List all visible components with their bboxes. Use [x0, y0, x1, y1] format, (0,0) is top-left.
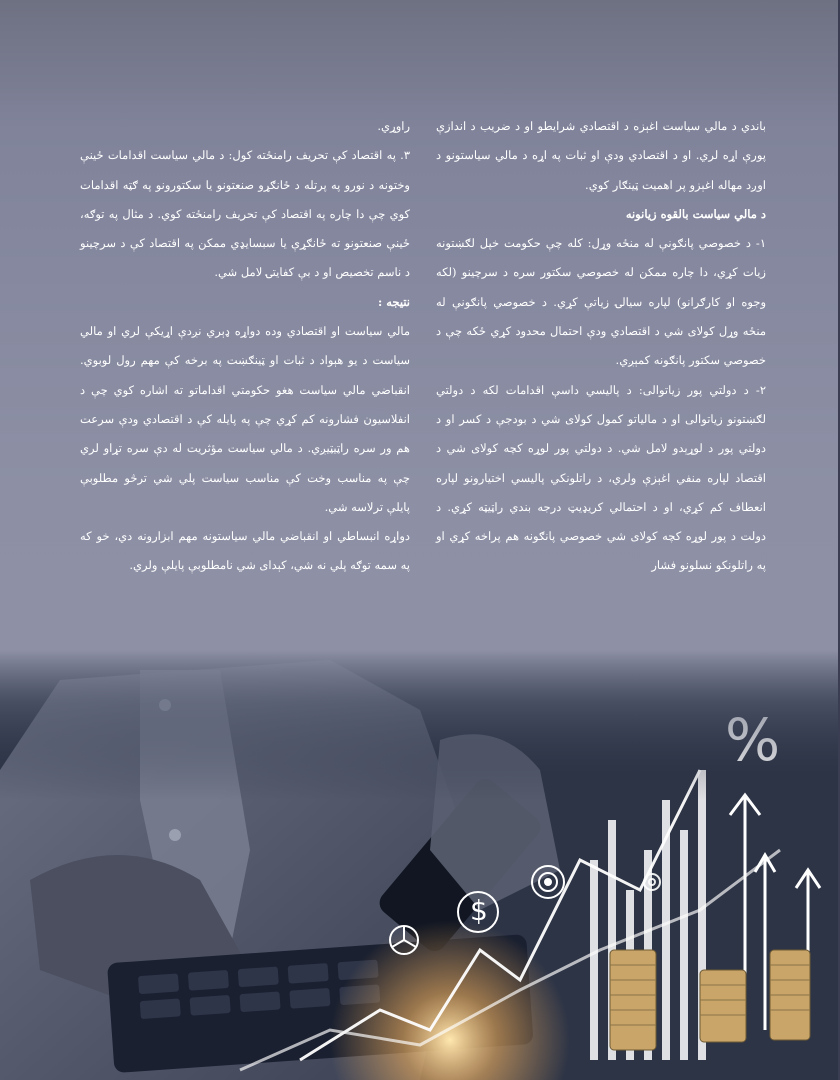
text-column-right [436, 112, 766, 581]
bar-shape [680, 830, 688, 1060]
paragraph: ٣. په اقتصاد کې تحريف رامنځته کول: د مالي سياست اقدامات ځينې وختونه د نورو په پرتله د ځانګړو صنعتونو يا سکتورونو په ګټه اقدامات کوي چې دا چاره په اقتصاد کې تحريف رامنځته کوي. د مثال په توګه، ځينې صنعتونو ته ځانګړې يا سبسايډي ممکن په اقتصاد کې د سرچينو د ناسم تخصيص او د بې کفايتۍ لامل شي. [80, 148, 410, 280]
dollar-icon: $ [470, 894, 488, 927]
paragraph: مالي سياست او اقتصادي وده دواړه ډېري نږدې اړيکې لري او مالي سياست د يو هېواد د ثبات او ټينګښت په برخه کې مهم رول لوبوي. انقباضي مالي سياست هغو حکومتي اقداماتو ته اشاره کوي چې د انفلاسيون فشارونه کم کړي چې په پايله کې د اقتصادي ودې سرعت هم ور سره راټيټيږي. د مالي سياست مؤثريت له دې سره تړاو لري چې په مناسب وخت کې مناسب سياست پلي شي ترڅو مطلوبې پايلې ترلاسه شي. [80, 324, 410, 514]
bar-shape [662, 800, 670, 1060]
text-column-left [80, 112, 410, 581]
paragraph: دواړه انبساطي او انقباضي مالي سياستونه مهم ابزارونه دي، خو که په سمه توګه پلي نه شي، کېدای شي نامطلوبې پايلې ولري. [80, 529, 410, 573]
conclusion-heading: نتيجه : [378, 294, 410, 309]
paragraph: ١- د خصوصي پانګونې له منځه وړل: کله چې حکومت خپل لګښتونه زيات کړي، دا چاره ممکن له خصوصي سکتور سره د سرچينو (لکه وجوه او کارګرانو) لپاره سيالۍ زياتې کړي. د خصوصي پانګونې له منځه وړل کولای شي د اقتصادي ودې احتمال محدود کړي ځکه چې د خصوصي سکتور پانګونه کمېږي. [436, 236, 766, 368]
bar-shape [590, 860, 598, 1060]
paragraph: راوړي. [377, 119, 410, 133]
section-heading: د مالي سياست بالقوه زيانونه [625, 206, 766, 221]
finance-photo [0, 650, 840, 1080]
finance-illustration [0, 650, 840, 1080]
paragraph: باندي د مالي سياست اغېزه د اقتصادي شرايطو او د ضريب د اندازې پورې اړه لري. او د اقتصادي ودې او ثبات په اړه د مالي سياستونو د اوږد مهاله اغېزو پر اهميت ټينګار کوي. [436, 119, 766, 192]
paragraph: ٢- د دولتي پور زياتوالی: د پاليسي داسې اقدامات لکه د دولتي لګښتونو زياتوالی او د مالياتو کمول کولای شي د بودجې د کسر او د دولتي پور د لوړېدو لامل شي. د دولتي پور لوړه کچه کولای شي د اقتصاد لپاره منفي اغېزې ولري، د راتلونکي پاليسي اختيارونو لپاره انعطاف کم کړي، او د احتمالي کريډيټ درجه بندي راټيټه کړي. د دولت د پور لوړه کچه کولای شي خصوصي پانګونه هم پراخه کړي او په راتلونکو نسلونو فشار [436, 382, 766, 573]
button-shape [169, 829, 181, 841]
